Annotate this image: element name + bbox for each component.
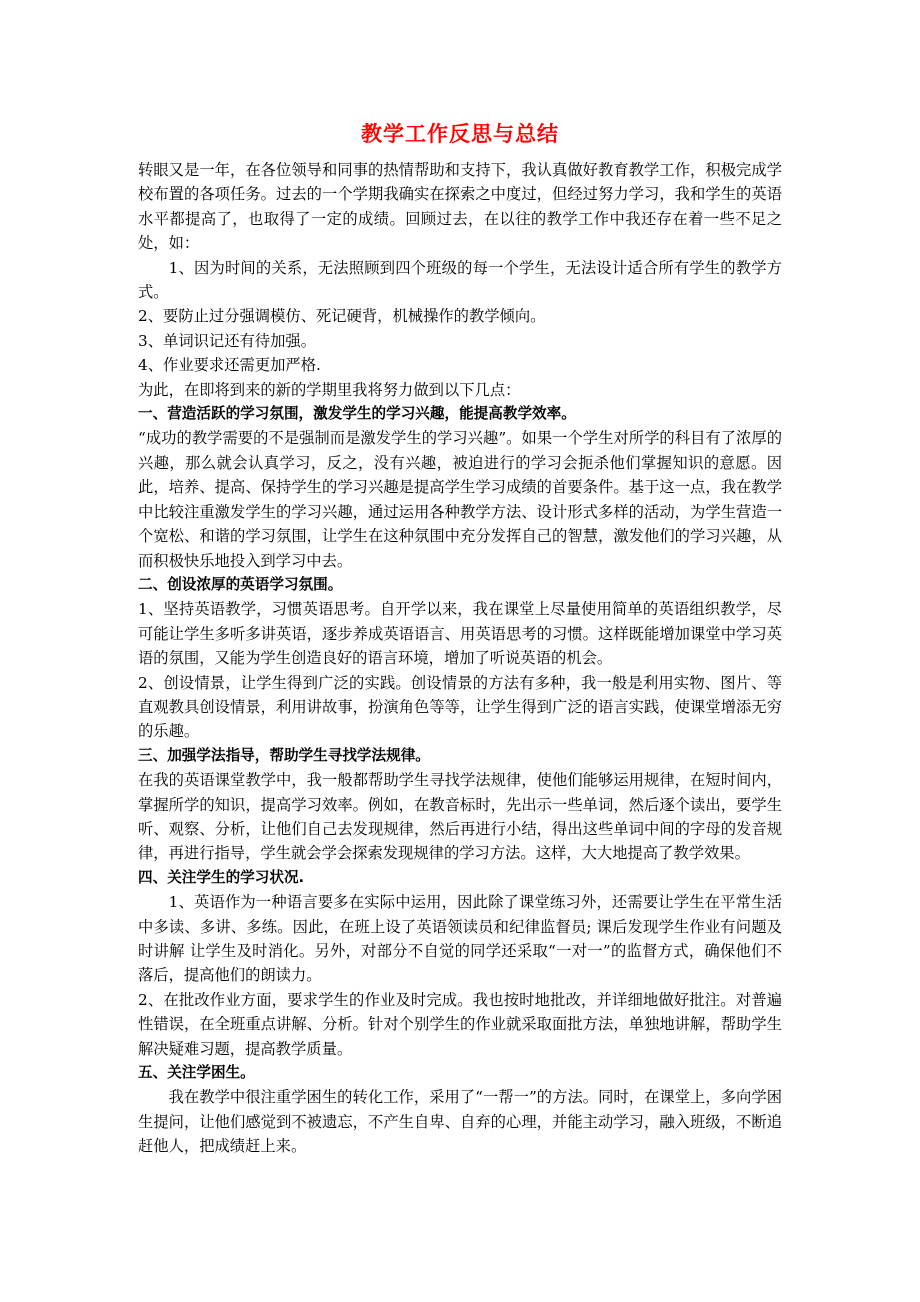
- plan-intro-paragraph: 为此，在即将到来的新的学期里我将努力做到以下几点：: [138, 380, 521, 399]
- section-2-item-2: 2、创设情景，让学生得到广泛的实践。创设情景的方法有多种，我一般是利用实物、图片、等直观教具创设情景，利用讲故事，扮演角色等等，让学生得到广泛的语言实践，使课堂增添无穷的乐趣。: [138, 673, 782, 741]
- shortcoming-item-4: 4、作业要求还需更加严格.: [138, 356, 321, 375]
- document-body: [138, 158, 782, 1159]
- shortcoming-item-3: 3、单词识记还有待加强。: [138, 331, 316, 350]
- section-heading-1: 一、营造活跃的学习氛围，激发学生的学习兴趣，能提高教学效率。: [138, 405, 576, 423]
- section-2-item-1: 1、坚持英语教学，习惯英语思考。自开学以来，我在课堂上尽量使用简单的英语组织教学，尽可能让学生多听多讲英语，逐步养成英语语言、用英语思考的习惯。这样既能增加课堂中学习英语的氛围，又能为学生创造良好的语言环境，增加了听说英语的机会。: [138, 600, 782, 668]
- shortcoming-item-2: 2、要防止过分强调模仿、死记硬背，机械操作的教学倾向。: [138, 307, 546, 326]
- section-heading-3: 三、加强学法指导，帮助学生寻找学法规律。: [138, 746, 430, 764]
- section-heading-4: 四、关注学生的学习状况.: [138, 868, 305, 886]
- section-3-paragraph: 在我的英语课堂教学中，我一般都帮助学生寻找学法规律，使他们能够运用规律，在短时间内，掌握所学的知识，提高学习效率。例如，在教音标时，先出示一些单词，然后逐个读出，要学生听、观察、分析，让他们自己去发现规律，然后再进行小结，得出这些单词中间的字母的发音规律，再进行指导，学生就会学会探索发现规律的学习方法。这样，大大地提高了教学效果。: [138, 771, 782, 863]
- section-heading-2: 二、创设浓厚的英语学习氛围。: [138, 575, 343, 593]
- section-heading-5: 五、关注学困生。: [138, 1064, 255, 1082]
- shortcoming-item-1: 1、因为时间的关系，无法照顾到四个班级的每一个学生，无法设计适合所有学生的教学方式。: [138, 258, 782, 302]
- section-4-item-1: 1、英语作为一种语言要多在实际中运用，因此除了课堂练习外，还需要让学生在平常生活中多读、多讲、多练。因此，在班上设了英语领读员和纪律监督员; 课后发现学生作业有问题及时讲解 让学生及时消化。另外，对部分不自觉的同学还采取“一对一”的监督方式，确保他们不落后，提高他们的朗读力。: [138, 893, 782, 985]
- section-1-paragraph: “成功的教学需要的不是强制而是激发学生的学习兴趣”。如果一个学生对所学的科目有了浓厚的兴趣，那么就会认真学习，反之，没有兴趣，被迫进行的学习会扼杀他们掌握知识的意愿。因此，培养、提高、保持学生的学习兴趣是提高学生学习成绩的首要条件。基于这一点，我在教学中比较注重激发学生的学习兴趣，通过运用各种教学方法、设计形式多样的活动，为学生营造一个宽松、和谐的学习氛围，让学生在这种氛围中充分发挥自己的智慧，激发他们的学习兴趣，从而积极快乐地投入到学习中去。: [138, 429, 782, 570]
- section-5-paragraph: 我在教学中很注重学困生的转化工作，采用了“一帮一”的方法。同时，在课堂上，多向学困生提问，让他们感觉到不被遗忘，不产生自卑、自弃的心理，并能主动学习，融入班级，不断追赶他人，把成绩赶上来。: [138, 1088, 782, 1156]
- section-4-item-2: 2、在批改作业方面，要求学生的作业及时完成。我也按时地批改，并详细地做好批注。对普遍性错误，在全班重点讲解、分析。针对个别学生的作业就采取面批方法，单独地讲解，帮助学生解决疑难习题，提高教学质量。: [138, 990, 782, 1058]
- document-title: 教学工作反思与总结: [361, 122, 559, 146]
- intro-paragraph: 转眼又是一年，在各位领导和同事的热情帮助和支持下，我认真做好教育教学工作，积极完成学校布置的各项任务。过去的一个学期我确实在探索之中度过，但经过努力学习，我和学生的英语水平都提高了，也取得了一定的成绩。回顾过去，在以往的教学工作中我还存在着一些不足之处，如：: [138, 161, 782, 253]
